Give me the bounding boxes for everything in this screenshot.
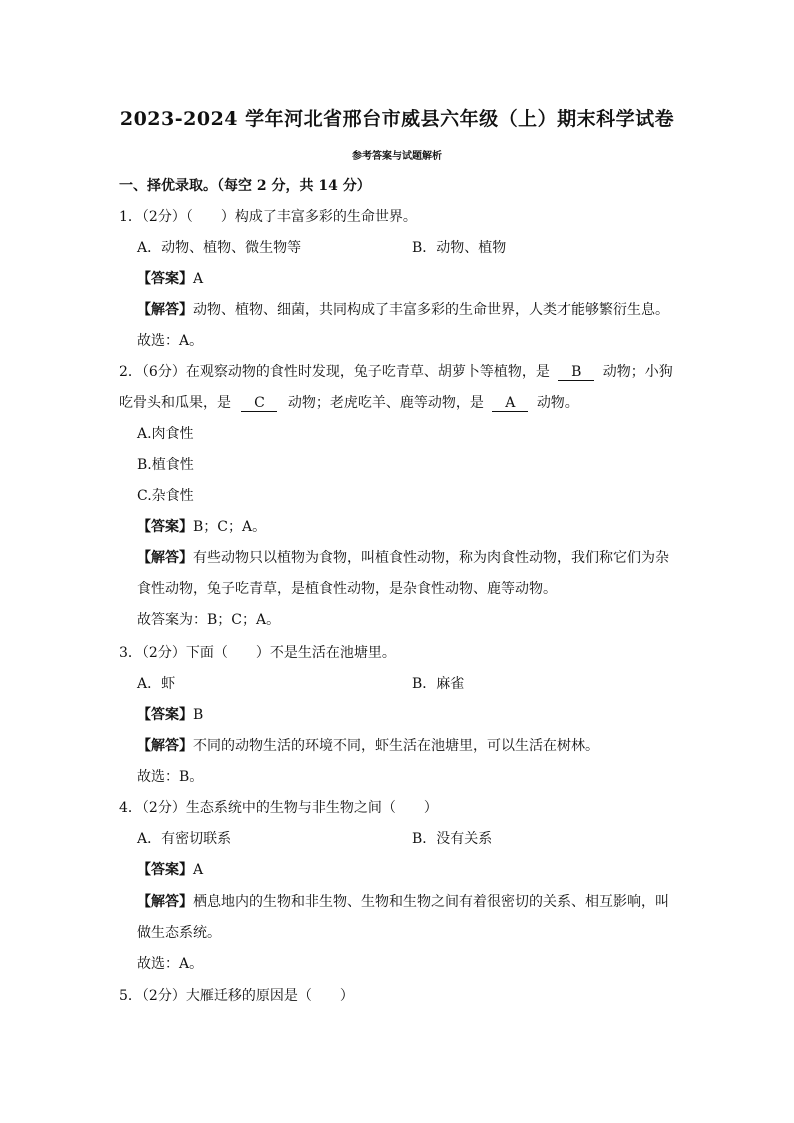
q2-analysis-line2: 食性动物，兔子吃青草，是植食性动物，是杂食性动物、鹿等动物。 <box>137 581 557 597</box>
q4-option-b: B．没有关系 <box>412 831 493 847</box>
q2-blank-1: B <box>558 364 594 381</box>
q4-option-a: A．有密切联系 <box>137 831 232 847</box>
q1-conclusion: 故选：A。 <box>137 333 204 349</box>
q4-answer: 【答案】A <box>137 862 204 878</box>
q2-blank-3: A <box>492 395 528 412</box>
q2-blank-2: C <box>241 395 277 412</box>
q5-stem: 5．（2分）大雁迁移的原因是（ ） <box>119 988 354 1004</box>
section-heading: 一、择优录取。（每空 2 分，共 14 分） <box>119 178 371 194</box>
q2-conclusion: 故答案为：B；C；A。 <box>137 612 281 628</box>
q4-conclusion: 故选：A。 <box>137 956 204 972</box>
page-subtitle: 参考答案与试题解析 <box>352 151 442 162</box>
q3-answer: 【答案】B <box>137 707 204 723</box>
q3-options <box>137 674 697 694</box>
q1-option-b: B．动物、植物 <box>412 240 507 256</box>
q4-analysis-line1: 【解答】栖息地内的生物和非生物、生物和生物之间有着很密切的关系、相互影响，叫 <box>137 894 669 910</box>
q3-conclusion: 故选：B。 <box>137 769 204 785</box>
q1-answer: 【答案】A <box>137 271 204 287</box>
q2-stem-line2: 吃骨头和瓜果，是 C 动物；老虎吃羊、鹿等动物，是 A 动物。 <box>119 395 579 411</box>
q1-stem: 1．（2分）（ ）构成了丰富多彩的生命世界。 <box>119 209 417 225</box>
q4-options <box>137 829 697 849</box>
q2-answer: 【答案】B；C；A。 <box>137 519 267 535</box>
q3-option-a: A．虾 <box>137 676 176 692</box>
q1-analysis: 【解答】动物、植物、细菌，共同构成了丰富多彩的生命世界，人类才能够繁衍生息。 <box>137 302 669 318</box>
q2-option-c: C.杂食性 <box>137 488 194 504</box>
q2-analysis-line1: 【解答】有些动物只以植物为食物，叫植食性动物，称为肉食性动物，我们称它们为杂 <box>137 550 669 566</box>
q1-options <box>137 238 697 258</box>
q1-option-a: A．动物、植物、微生物等 <box>137 240 302 256</box>
page-title: 2023-2024 学年河北省邢台市威县六年级（上）期末科学试卷 <box>119 108 675 130</box>
q2-option-a: A.肉食性 <box>137 426 194 442</box>
q3-stem: 3．（2分）下面（ ）不是生活在池塘里。 <box>119 645 396 661</box>
q4-stem: 4．（2分）生态系统中的生物与非生物之间（ ） <box>119 800 438 816</box>
q2-option-b: B.植食性 <box>137 457 194 473</box>
q3-analysis: 【解答】不同的动物生活的环境不同，虾生活在池塘里，可以生活在树林。 <box>137 738 599 754</box>
q4-analysis-line2: 做生态系统。 <box>137 925 221 941</box>
q2-stem-line1: 2．（6分）在观察动物的食性时发现，兔子吃青草、胡萝卜等植物，是 B 动物；小狗 <box>119 364 673 380</box>
q3-option-b: B．麻雀 <box>412 676 465 692</box>
